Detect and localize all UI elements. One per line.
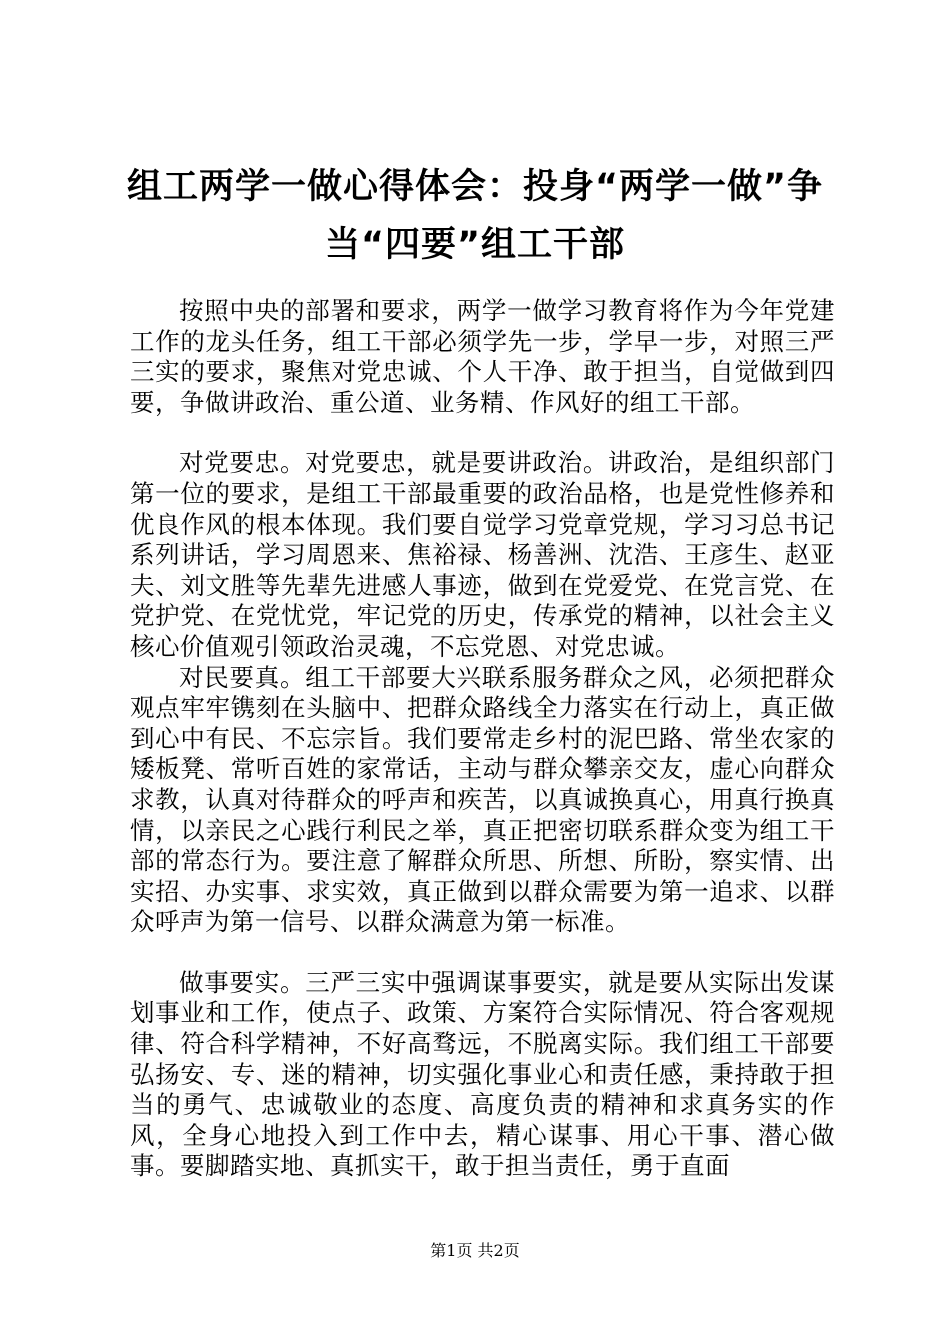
title-line-1: 组工两学一做心得体会：投身“两学一做”争: [126, 167, 823, 207]
paragraph-sincerity: 对民要真。组工干部要大兴联系服务群众之风，必须把群众观点牢牢镌刻在头脑中、把群众路线全力落实在行动上，真正做到心中有民、不忘宗旨。我们要常走乡村的泥巴路、常坐农家的矮板凳、常听百姓的家常话，主动与群众攀亲交友，虚心向群众求教，认真对待群众的呼声和疾苦，以真诚换真心，用真行换真情，以亲民之心践行利民之举，真正把密切联系群众变为组工干部的常态行为。要注意了解群众所思、所想、所盼，察实情、出实招、办实事、求实效，真正做到以群众需要为第一追求、以群众呼声为第一信号、以群众满意为第一标准。: [130, 662, 835, 937]
paragraph-intro: 按照中央的部署和要求，两学一做学习教育将作为今年党建工作的龙头任务，组工干部必须学先一步，学早一步，对照三严三实的要求，聚焦对党忠诚、个人干净、敢于担当，自觉做到四要，争做讲政治、重公道、业务精、作风好的组工干部。: [130, 296, 835, 417]
page-footer: 第1页 共2页: [430, 1241, 520, 1260]
paragraph-practicality: 做事要实。三严三实中强调谋事要实，就是要从实际出发谋划事业和工作，使点子、政策、方案符合实际情况、符合客观规律、符合科学精神，不好高骛远，不脱离实际。我们组工干部要弘扬安、专、迷的精神，切实强化事业心和责任感，秉持敢于担当的勇气、忠诚敬业的态度、高度负责的精神和求真务实的作风，全身心地投入到工作中去，精心谋事、用心干事、潜心做事。要脚踏实地、真抓实干，敢于担当责任，勇于直面: [130, 967, 835, 1181]
document-title: [110, 158, 840, 274]
paragraph-loyalty: 对党要忠。对党要忠，就是要讲政治。讲政治，是组织部门第一位的要求，是组工干部最重要的政治品格，也是党性修养和优良作风的根本体现。我们要自觉学习党章党规，学习习总书记系列讲话，学习周恩来、焦裕禄、杨善洲、沈浩、王彦生、赵亚夫、刘文胜等先辈先进感人事迹，做到在党爱党、在党言党、在党护党、在党忧党，牢记党的历史，传承党的精神，以社会主义核心价值观引领政治灵魂，不忘党恩、对党忠诚。: [130, 448, 835, 661]
title-line-2: 当“四要”组工干部: [324, 225, 625, 265]
document-body: [130, 296, 835, 1182]
